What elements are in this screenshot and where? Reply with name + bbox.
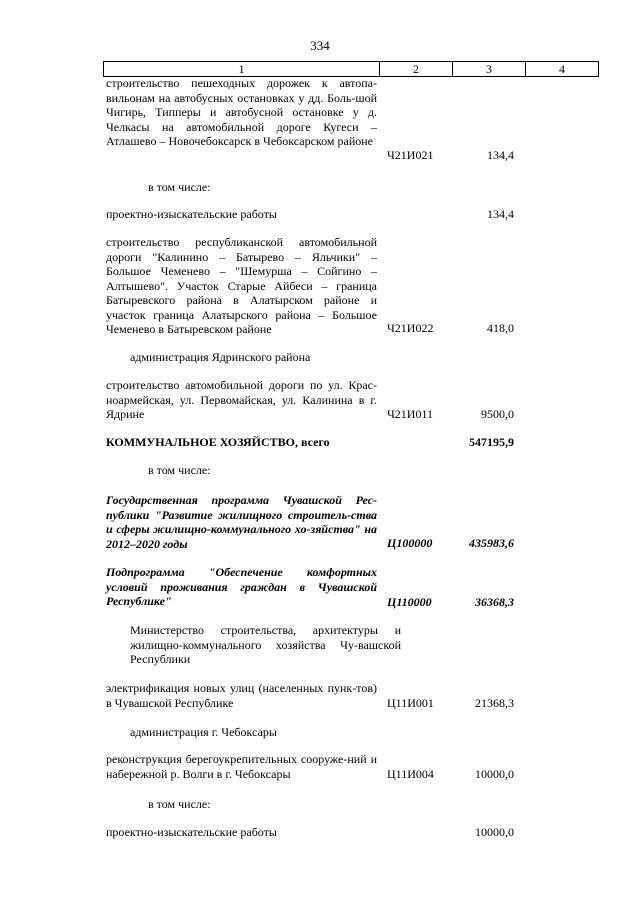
row-text: КОММУНАЛЬНОЕ ХОЗЯЙСТВО, всего	[106, 435, 330, 449]
row-text: проектно-изыскательские работы	[106, 825, 277, 839]
row-text: Государственная программа Чувашской Рес-публики "Развитие жилищного строитель-ства и сферы жилищно-коммунального хо-зяйства" на 2012–2020 годы	[106, 493, 377, 551]
row-text: Подпрограмма "Обеспечение комфортных условий проживания граждан в Чувашской Республике"	[106, 565, 377, 608]
row-value: 547195,9	[469, 435, 514, 449]
table-header	[103, 61, 599, 77]
row-value: 10000,0	[475, 825, 514, 839]
row-code: Ц100000	[387, 536, 433, 550]
page-number: 334	[310, 38, 330, 53]
row-code: Ц11И004	[387, 767, 434, 781]
row-text: электрификация новых улиц (населенных пунк-тов) в Чувашской Республике	[106, 681, 377, 710]
row-value: 10000,0	[475, 767, 514, 781]
row-value: 21368,3	[475, 696, 514, 710]
row-text: строительство автомобильной дороги по ул. Крас-ноармейская, ул. Первомайская, ул. Калинина в г. Ядрине	[106, 378, 377, 421]
column-header-2: 2	[380, 62, 453, 76]
column-header-3: 3	[453, 62, 526, 76]
row-text: Министерство строительства, архитектуры и жилищно-коммунального хозяйства Чу-вашской Республики	[130, 623, 401, 666]
row-text: в том числе:	[148, 180, 211, 194]
row-code: Ц11И001	[387, 696, 434, 710]
row-code: Ц110000	[387, 595, 432, 609]
row-text: администрация г. Чебоксары	[130, 725, 277, 739]
row-value: 418,0	[487, 321, 514, 335]
row-value: 134,4	[487, 207, 514, 221]
row-text: реконструкция берегоукрепительных сооруже-ний и набережной р. Волги в г. Чебоксары	[106, 752, 377, 781]
row-text: в том числе:	[148, 797, 211, 811]
row-code: Ч21И021	[387, 148, 434, 162]
row-code: Ч21И022	[387, 321, 434, 335]
column-header-1: 1	[104, 62, 380, 76]
row-value: 435983,6	[469, 536, 514, 550]
row-text: строительство пешеходных дорожек к автопа-вильонам на автобусных остановках у дд. Боль-шой Чигирь, Типперы и автобусной остановке у д. Челкасы на автомобильной дороге Кугеси – Атлашево – Новочебоксарск в Чебоксарском районе	[106, 76, 377, 148]
row-text: администрация Ядринского района	[130, 350, 311, 364]
row-value: 134,4	[487, 148, 514, 162]
row-text: строительство республиканской автомобильной дороги "Калинино – Батырево – Яльчики" – Большое Чеменево – "Шемурша – Сойгино – Алтышево". Участок Старые Айбеси – граница Батыревского района в Алатырском районе и участок граница Алатырского района – Большое Чеменево в Батыревском районе	[106, 235, 377, 336]
row-text: в том числе:	[148, 463, 211, 477]
column-header-4: 4	[559, 62, 565, 76]
row-value: 9500,0	[481, 407, 514, 421]
row-value: 36368,3	[475, 595, 514, 609]
row-code: Ч21И011	[387, 407, 434, 421]
row-text: проектно-изыскательские работы	[106, 207, 277, 221]
